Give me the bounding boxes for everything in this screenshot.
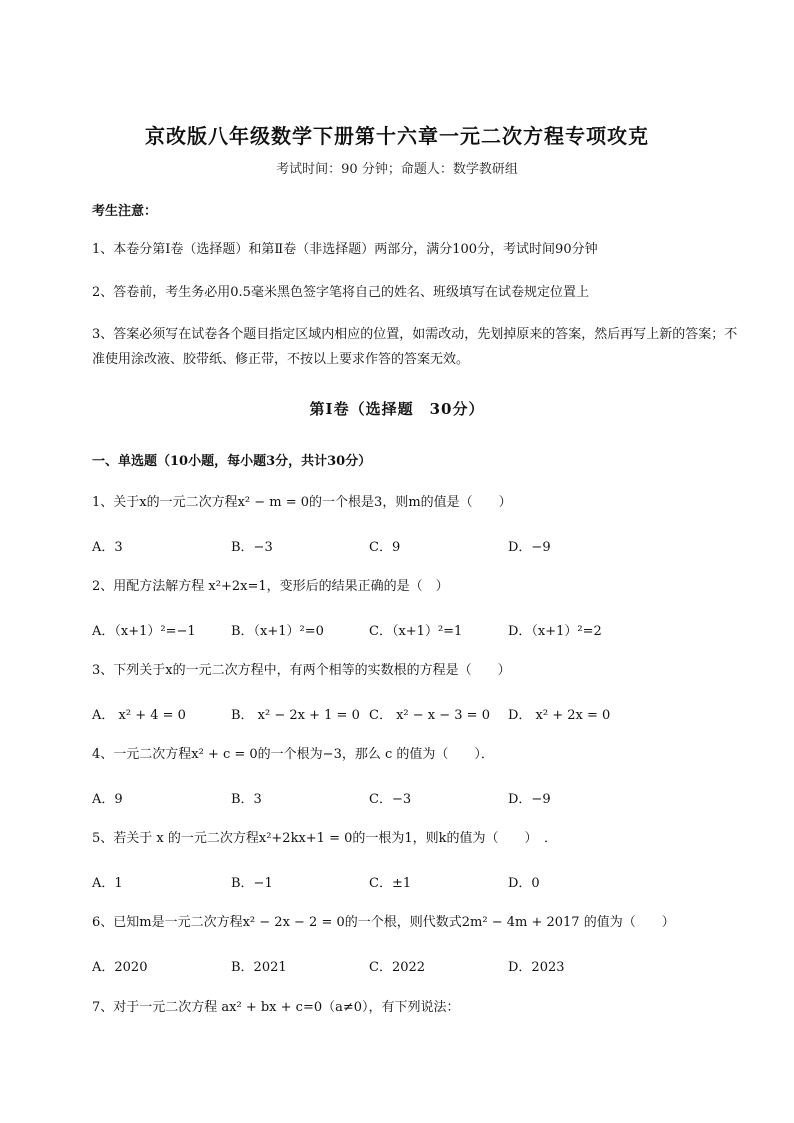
question-stem: 3、下列关于x的一元二次方程中，有两个相等的实数根的方程是（ ）	[92, 663, 511, 678]
option[interactable]: B． x² − 2x + 1 = 0	[231, 708, 360, 723]
notice-item: 1、本卷分第Ⅰ卷（选择题）和第Ⅱ卷（非选择题）两部分，满分100分，考试时间90分钟	[92, 242, 598, 257]
notice-heading: 考生注意：	[92, 204, 158, 219]
option[interactable]: D．0	[508, 876, 540, 891]
options-row	[92, 788, 712, 808]
option[interactable]: A．9	[92, 792, 123, 807]
notice-item: 3、答案必须写在试卷各个题目指定区域内相应的位置，如需改动，先划掉原来的答案，然后再写上新的答案；不准使用涂改液、胶带纸、修正带，不按以上要求作答的答案无效。	[92, 327, 738, 367]
option[interactable]: A．1	[92, 876, 123, 891]
option[interactable]: A．2020	[92, 960, 148, 975]
section-heading: 一、单选题（10小题，每小题3分，共计30分）	[92, 454, 372, 469]
options-row	[92, 536, 712, 556]
option[interactable]: D． x² + 2x = 0	[508, 708, 611, 723]
option[interactable]: C． x² − x − 3 = 0	[369, 708, 490, 723]
option[interactable]: B．−1	[231, 876, 273, 891]
option[interactable]: C．（x+1）²=1	[369, 624, 463, 639]
question-stem: 7、对于一元二次方程 ax² + bx + c=0（a≠0），有下列说法：	[92, 1000, 460, 1015]
question-stem: 5、若关于 x 的一元二次方程x²+2kx+1 = 0的一根为1，则k的值为（ ） ．	[92, 831, 558, 846]
part-title: 第Ⅰ卷（选择题 30分）	[309, 400, 485, 418]
option[interactable]: D．−9	[508, 540, 551, 555]
page-subtitle: 考试时间：90 分钟；命题人：数学教研组	[276, 162, 518, 177]
options-row	[92, 956, 712, 976]
options-row	[92, 620, 712, 640]
question-stem: 4、一元二次方程x² + c = 0的一个根为−3，那么 c 的值为（ ）．	[92, 747, 494, 762]
option[interactable]: B．3	[231, 792, 262, 807]
question-stem: 2、用配方法解方程 x²+2x=1，变形后的结果正确的是（ ）	[92, 579, 449, 594]
question-stem: 6、已知m是一元二次方程x² − 2x − 2 = 0的一个根，则代数式2m² − 4m + 2017 的值为（ ）	[92, 915, 675, 930]
question-stem: 1、关于x的一元二次方程x² − m = 0的一个根是3，则m的值是（ ）	[92, 495, 512, 510]
option[interactable]: C．2022	[369, 960, 426, 975]
option[interactable]: C．±1	[369, 876, 412, 891]
option[interactable]: A． x² + 4 = 0	[92, 708, 186, 723]
option[interactable]: D．（x+1）²=2	[508, 624, 602, 639]
option[interactable]: B．−3	[231, 540, 273, 555]
option[interactable]: C．−3	[369, 792, 412, 807]
option[interactable]: A．3	[92, 540, 123, 555]
option[interactable]: B．（x+1）²=0	[231, 624, 324, 639]
page-title: 京改版八年级数学下册第十六章一元二次方程专项攻克	[145, 124, 649, 148]
options-row	[92, 872, 712, 892]
option[interactable]: D．−9	[508, 792, 551, 807]
option[interactable]: A．（x+1）²=−1	[92, 624, 196, 639]
option[interactable]: C．9	[369, 540, 401, 555]
option[interactable]: D．2023	[508, 960, 565, 975]
options-row	[92, 704, 712, 724]
notice-item: 2、答卷前，考生务必用0.5毫米黑色签字笔将自己的姓名、班级填写在试卷规定位置上	[92, 285, 589, 300]
option[interactable]: B．2021	[231, 960, 287, 975]
